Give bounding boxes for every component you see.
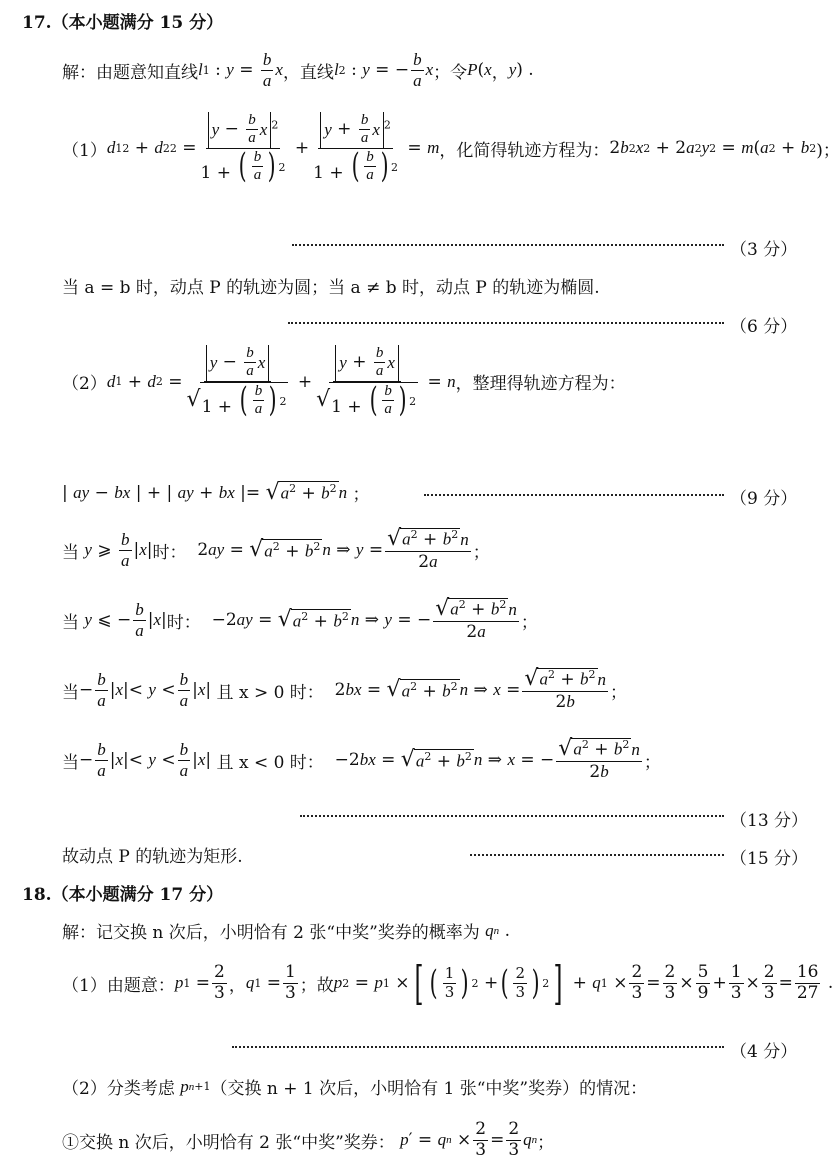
p18-part2-text: （交换 n + 1 次后，小明恰有 1 张“中奖”奖券）的情况： <box>210 1079 648 1099</box>
case-mid: 且 x < 0 时： <box>216 752 324 773</box>
p17-intro-a: 解：由题意知直线 <box>62 62 198 83</box>
p17-conclusion: 故动点 P 的轨迹为矩形. <box>62 847 243 867</box>
frac-d1: y − $\frac{b}{a}$ x $^2$ 1 + ( $\frac{b}{a}$ ) $^2$ <box>200 112 286 187</box>
dot-leader <box>470 854 724 856</box>
p17-intro-c: ；令 <box>433 62 468 83</box>
problem-18-header: 18.（本小题满分 17 分） <box>22 885 224 905</box>
p18-part1: （1）由题意： p 1 = $\frac{2}{3}$ ， q 1 = $\frac{1}{3}$ ；故 p 2 = p 1 × [ ( $\frac{1}{3}$ ) 2 + ( $\frac{2}{3}$ ) 2 ] + q 1 × $\frac{2}{3}$ = $\frac{2}{3}$ × $\frac{5}{9}$ + $\frac{1}{3}$ × $\frac{2}{3}$ = $\frac{16}{27}$ . <box>62 956 834 1010</box>
p18-part1-label: （1）由题意： <box>62 975 175 996</box>
case-lead: 当 <box>62 542 79 563</box>
dot-leader <box>232 1046 724 1048</box>
score-6: （6 分） <box>730 317 798 337</box>
p17-part1-text: ，化简得轨迹方程为： <box>439 140 610 161</box>
p17-part1-label: （1） <box>62 140 107 161</box>
p18-case1-text: ①交换 n 次后，小明恰有 2 张“中奖”奖券： <box>62 1132 395 1153</box>
p18-part2-label: （2）分类考虑 <box>62 1079 175 1099</box>
p17-part1-line: （1） d 1 2 + d 2 2 = y − $\frac{b}{a}$ x $^2$ 1 + ( $\frac{b}{a}$ ) $^2$ + y + $\frac{b}{a}$ x $^2$ 1 + ( $\frac{b}{a}$ ) $^2$ = m ，化简得轨迹方程为： 2 b 2 x 2 + 2 a 2 y 2 = m ( a 2 + b 2 )； <box>62 112 840 187</box>
score-3: （3 分） <box>730 240 798 260</box>
dot-leader <box>292 244 724 246</box>
p17-part2-line: （2） d 1 + d 2 = y − $\frac{b}{a}$ x √ 1 + ( $\frac{b}{a}$ ) $^2$ + y + $\frac{b}{a}$ x √ 1 + ( $\frac{b}{a}$ ) $^2$ = n ，整理得轨迹方程为： <box>62 345 626 421</box>
case-lead: 当 <box>62 752 79 773</box>
case-mid: 时： <box>152 542 187 563</box>
p17-intro-b: ，直线 <box>282 62 334 83</box>
frac-b-over-a: $\frac{b}{a}$ <box>262 50 272 90</box>
score-13: （13 分） <box>730 811 809 831</box>
p17-case3: 当 − $\frac{b}{a}$ | x |< y < $\frac{b}{a}$ | x | 且 x > 0 时： 2 bx = √ $a^2 + b^2$ n ⇒ x = √ $a^2 + b^2$ n 2b ； <box>62 666 627 712</box>
p17-part2-text: ，整理得轨迹方程为： <box>455 374 626 394</box>
score-4: （4 分） <box>730 1042 798 1062</box>
frac-d2: y + $\frac{b}{a}$ x $^2$ 1 + ( $\frac{b}{a}$ ) $^2$ <box>313 112 399 187</box>
p18-intro: 解：记交换 n 次后，小明恰有 2 张“中奖”奖券的概率为 q n . <box>62 918 510 943</box>
p2-result: $\frac{16}{27}$ <box>796 961 819 1003</box>
case-mid: 时： <box>166 612 201 633</box>
case-lead: 当 <box>62 682 79 703</box>
p17-case2: 当 y ⩽ − $\frac{b}{a}$ | x | 时： −2 ay = √ $a^2 + b^2$ n ⇒ y = − √ $a^2 + b^2$ n 2a ； <box>62 596 538 642</box>
problem-17-header: 17.（本小题满分 15 分） <box>22 13 224 33</box>
score-15: （15 分） <box>730 849 809 869</box>
p18-part2: （2）分类考虑 p n+1 （交换 n + 1 次后，小明恰有 1 张“中奖”奖券）的情况： <box>62 1074 647 1099</box>
p17-case4: 当 − $\frac{b}{a}$ | x |< y < $\frac{b}{a}$ | x | 且 x < 0 时： −2 bx = √ $a^2 + b^2$ n ⇒ x = − √ $a^2 + b^2$ n 2b ； <box>62 736 661 782</box>
frac-dist1: y − $\frac{b}{a}$ x √ 1 + ( $\frac{b}{a}$ ) $^2$ <box>186 345 287 421</box>
dot-leader <box>288 322 724 324</box>
dot-leader <box>300 815 724 817</box>
p18-part1-text: ；故 <box>299 975 334 996</box>
frac-dist2: y + $\frac{b}{a}$ x √ 1 + ( $\frac{b}{a}$ ) $^2$ <box>316 345 417 421</box>
p18-case1: ①交换 n 次后，小明恰有 2 张“中奖”奖券： p ′ = q n × $\frac{2}{3}$ = $\frac{2}{3}$ q n ； <box>62 1119 555 1160</box>
score-9: （9 分） <box>730 489 798 509</box>
dot-leader <box>424 494 724 496</box>
p17-intro-line: 解：由题意知直线 l 1 : y = $\frac{b}{a}$ x ，直线 l 2 : y = − $\frac{b}{a}$ x ；令 P ( x ， y ) . <box>62 50 534 90</box>
p17-abs-equation: | ay − bx | + | ay + bx |= √ $a^2 + b^2$ n ； <box>62 479 370 505</box>
p17-circle-line: 当 a = b 时，动点 P 的轨迹为圆；当 a ≠ b 时，动点 P 的轨迹为椭圆. <box>62 278 600 298</box>
case-lead: 当 <box>62 612 79 633</box>
p17-part2-label: （2） <box>62 374 107 394</box>
case-mid: 且 x > 0 时： <box>216 682 324 703</box>
p17-case1: 当 y ⩾ $\frac{b}{a}$ | x | 时： 2 ay = √ $a^2 + b^2$ n ⇒ y = √ $a^2 + b^2$ n 2a ； <box>62 526 490 572</box>
p18-intro-text: 解：记交换 n 次后，小明恰有 2 张“中奖”奖券的概率为 <box>62 923 480 943</box>
